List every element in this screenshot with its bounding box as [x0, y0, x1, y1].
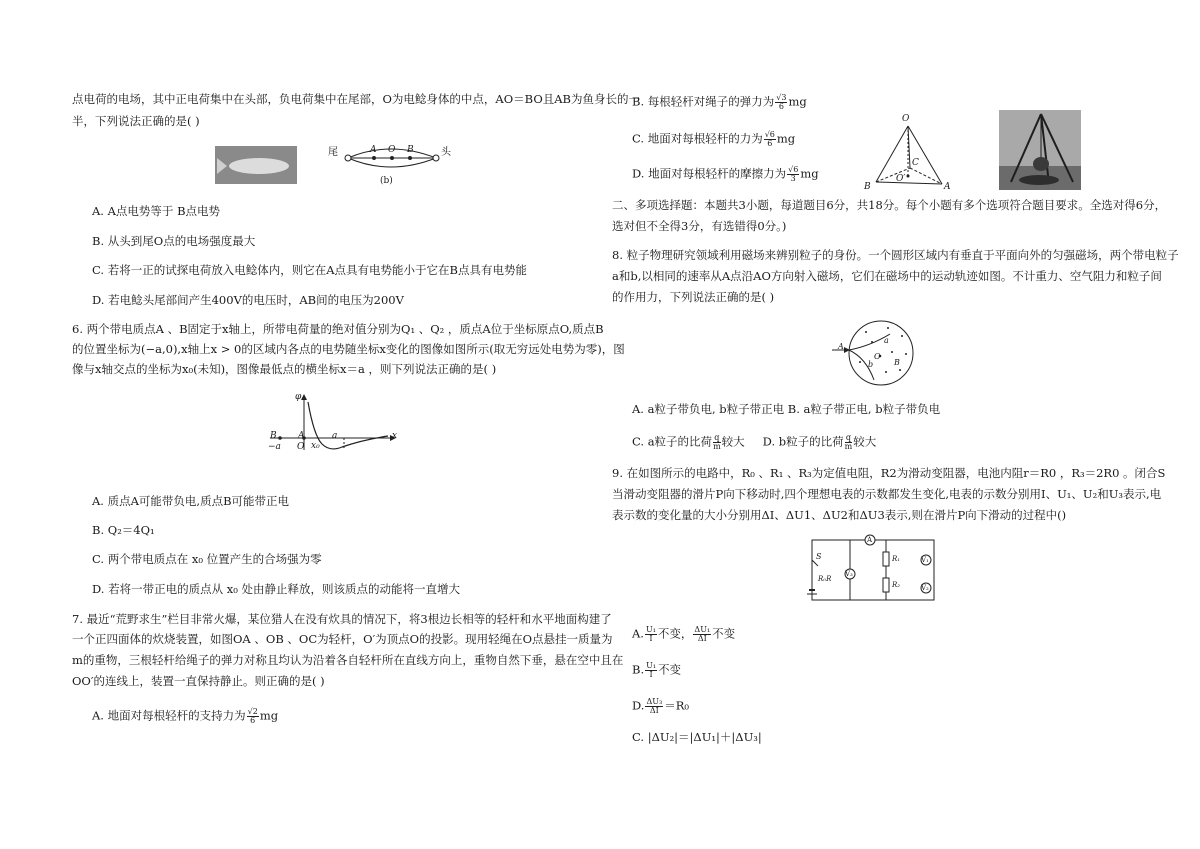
option-letter: B.	[632, 662, 645, 677]
q5-option-a: A. A点电势等于 B点电势	[92, 204, 221, 218]
circuit-diagram	[806, 534, 942, 606]
frac-numerator: ΔU₁	[694, 625, 711, 634]
fish-point-o-label: O	[388, 145, 396, 155]
tetra-b-label: B	[864, 182, 871, 192]
q8-option-c-fraction	[713, 434, 721, 451]
fish-diagram	[328, 142, 453, 192]
q9-line-2: 当滑动变阻器的滑片P向下移动时,四个理想电表的示数都发生变化,电表的示数分别用I、U₁、U₂和U₃表示,电	[612, 487, 1162, 501]
q9-line-1: 9. 在如图所示的电路中，R₀ 、R₁ 、R₃为定值电阻，R2为滑动变阻器，电池内阻r＝R0 ，R₃＝2R0 。闭合S	[612, 466, 1166, 480]
q8-option-d-fraction	[845, 434, 853, 451]
frac-numerator: q	[714, 433, 720, 442]
tetrahedron-diagram	[862, 116, 954, 196]
q7-option-b	[632, 94, 807, 111]
frac-denominator: I	[649, 670, 653, 679]
q7-option-a-unit: mg	[259, 708, 279, 723]
electric-fish-photo	[215, 146, 297, 184]
frac-numerator: √6	[764, 130, 775, 139]
circuit-v3-label: V₃	[845, 570, 853, 578]
frac-denominator: ΔI	[649, 706, 659, 715]
frac-numerator: √6	[788, 165, 799, 174]
q8-option-d-text: D. b粒子的比荷	[762, 434, 844, 449]
graph-b-label: B	[270, 431, 277, 441]
q9-option-c: C. |ΔU₂|＝|ΔU₁|＋|ΔU₃|	[632, 730, 762, 744]
q9-option-b-end: 不变	[658, 662, 682, 677]
fish-tail-label: 尾	[328, 147, 338, 158]
q6-line-1: 6. 两个带电质点A 、B固定于x轴上，所带电荷量的绝对值分别为Q₁ 、Q₂ ，质点A位于坐标原点O,质点B	[72, 322, 604, 336]
graph-x-label: x	[392, 431, 398, 441]
graph-phi-label: φ	[295, 392, 302, 402]
frac-numerator: U₁	[645, 625, 656, 634]
q5-option-d: D. 若电鲶头尾部间产生400V的电压时，AB间的电压为200V	[92, 293, 404, 307]
q8-line-3: 的作用力，下列说法正确的是( )	[612, 290, 775, 304]
q7-option-b-fraction	[775, 94, 787, 111]
section-2-heading-line-2: 选对但不全得3分，有选错得0分。)	[612, 219, 787, 233]
q6-option-b: B. Q₂＝4Q₁	[92, 523, 155, 537]
q9-option-a-fraction-1	[645, 626, 657, 643]
q6-option-a: A. 质点A可能带负电,质点B可能带正电	[92, 494, 290, 508]
option-letter: A.	[632, 626, 644, 641]
q6-option-d: D. 若将一带正电的质点从 x₀ 处由静止释放，则该质点的动能将一直增大	[92, 582, 461, 596]
fish-head-label: 头	[441, 147, 451, 158]
q9-option-a-end: 不变	[712, 626, 736, 641]
q6-line-3: 像与x轴交点的坐标为x₀(未知)，图像最低点的横坐标x＝a ，则下列说法正确的是( )	[72, 362, 497, 376]
q8-options-cd	[632, 434, 876, 451]
q5-intro-line-2: 半，下列说法正确的是( )	[72, 114, 200, 128]
q5-intro-line-1: 点电荷的电场，其中正电荷集中在头部，负电荷集中在尾部，O为电鲶身体的中点，AO＝BO且AB为鱼身长的一	[72, 92, 641, 106]
frac-numerator: √3	[776, 93, 787, 102]
frac-denominator: I	[649, 634, 653, 643]
q7-option-c	[632, 131, 795, 148]
q7-line-4: OO′的连线上，装置一直保持静止。则正确的是( )	[72, 674, 325, 688]
fish-point-b-label: B	[407, 145, 414, 155]
q9-option-a-mid: 不变，	[657, 626, 693, 641]
q8-options-ab: A. a粒子带负电, b粒子带正电 B. a粒子带正电, b粒子带负电	[632, 402, 941, 416]
q8-option-c-after: 较大	[721, 434, 745, 449]
q8-line-2: a和b,以相同的速率从A点沿AO方向射入磁场，它们在磁场中的运动轨迹如图。不计重力、空气阻力和粒子间	[612, 269, 1162, 283]
fish-point-a-label: A	[370, 145, 377, 155]
frac-denominator: m	[713, 442, 721, 451]
graph-origin-label: O	[297, 442, 305, 452]
q8-option-c-text: C. a粒子的比荷	[632, 434, 713, 449]
option-letter: D.	[632, 698, 645, 713]
q9-option-d-end: ＝R₀	[664, 698, 689, 713]
q7-line-1: 7. 最近“荒野求生”栏目非常火爆，某位猎人在没有炊具的情况下，将3根边长相等的轻杆和水平地面构建了	[72, 612, 612, 626]
mag-o-label: O	[874, 352, 881, 361]
q9-option-b-fraction	[645, 662, 657, 679]
frac-denominator: 3	[790, 174, 796, 183]
tetra-o-prime-label: O′	[896, 174, 906, 184]
q7-option-c-unit: mg	[776, 131, 796, 146]
q9-option-b	[632, 662, 681, 679]
tetra-c-label: C	[912, 158, 919, 168]
mag-b-point-label: B	[894, 358, 900, 367]
circuit-r0r-label: R₀R	[818, 575, 832, 583]
circuit-r2-label: R₂	[892, 581, 901, 589]
q5-option-b: B. 从头到尾O点的电场强度最大	[92, 234, 256, 248]
graph-a-point-label: A	[298, 431, 305, 441]
graph-neg-a-label: −a	[268, 442, 281, 452]
q7-option-a	[92, 708, 278, 725]
q9-option-d	[632, 698, 689, 715]
frac-denominator: 6	[767, 139, 773, 148]
q7-line-2: 一个正四面体的炊烧装置，如图OA 、OB 、OC为轻杆，O′为顶点O的投影。现用轻绳在O点悬挂一质量为	[72, 632, 613, 646]
mag-a-track-label: a	[884, 336, 889, 345]
q7-option-c-text: C. 地面对每根轻杆的力为	[632, 131, 763, 146]
circuit-ammeter-label: A	[867, 536, 873, 544]
mag-b-track-label: b	[868, 360, 874, 369]
q8-option-d-after: 较大	[853, 434, 877, 449]
q7-option-a-text: A. 地面对每根轻杆的支持力为	[92, 708, 246, 723]
frac-denominator: 6	[778, 102, 784, 111]
q9-option-a-fraction-2	[693, 626, 711, 643]
mag-a-point-label: A	[838, 342, 844, 351]
q8-line-1: 8. 粒子物理研究领域利用磁场来辨别粒子的身份。一个圆形区域内有垂直于平面向外的匀强磁场，两个带电粒子	[612, 248, 1179, 262]
q6-option-c: C. 两个带电质点在 x₀ 位置产生的合场强为零	[92, 552, 322, 566]
q9-option-d-fraction	[645, 698, 663, 715]
q7-option-b-unit: mg	[788, 94, 807, 109]
frac-numerator: ΔU₃	[646, 697, 663, 706]
q7-option-a-fraction	[247, 708, 259, 725]
potential-graph	[262, 392, 402, 454]
q7-option-d	[632, 166, 819, 183]
q6-line-2: 的位置坐标为(−a,0),x轴上x > 0的区域内各点的电势随坐标x变化的图像如图所示(取无穷远处电势为零)，图	[72, 342, 625, 356]
q7-option-d-unit: mg	[800, 166, 819, 181]
circuit-r1-label: R₁	[892, 555, 901, 563]
q7-option-d-text: D. 地面对每根轻杆的摩擦力为	[632, 166, 787, 181]
section-2-heading-line-1: 二、多项选择题：本题共3小题，每道题目6分，共18分。每个小题有多个选项符合题目要求。全选对得6分，	[612, 198, 1167, 212]
fish-caption: (b)	[380, 176, 393, 186]
frac-denominator: 6	[250, 716, 256, 725]
q7-option-c-fraction	[764, 131, 776, 148]
frac-numerator: U₁	[646, 661, 657, 670]
frac-denominator: ΔI	[697, 634, 707, 643]
frac-numerator: q	[845, 433, 851, 442]
q9-line-3: 表示数的变化量的大小分别用ΔI、ΔU1、ΔU2和ΔU3表示,则在滑片P向下滑动的过程中()	[612, 508, 1067, 522]
tetra-a-label: A	[944, 182, 951, 192]
q9-option-a	[632, 626, 735, 643]
q7-option-d-fraction	[787, 166, 799, 183]
magnetic-field-diagram	[830, 318, 920, 388]
tripod-photo	[999, 110, 1081, 190]
graph-a-label: a	[332, 431, 338, 441]
circuit-switch-label: S	[816, 552, 822, 561]
q7-line-3: m的重物，三根轻杆给绳子的弹力对称且均认为沿着各自轻杆所在直线方向上，重物自然下垂，悬在空中且在	[72, 653, 624, 667]
q7-option-b-text: B. 每根轻杆对绳子的弹力为	[632, 94, 775, 109]
q5-option-c: C. 若将一正的试探电荷放入电鲶体内，则它在A点具有电势能小于它在B点具有电势能	[92, 263, 527, 277]
tetra-o-label: O	[902, 114, 910, 124]
circuit-v2-label: V₂	[921, 584, 929, 592]
frac-numerator: √2	[247, 707, 258, 716]
graph-x0-label: x₀	[311, 441, 320, 451]
circuit-v1-label: V₁	[921, 556, 929, 564]
frac-denominator: m	[844, 442, 853, 451]
